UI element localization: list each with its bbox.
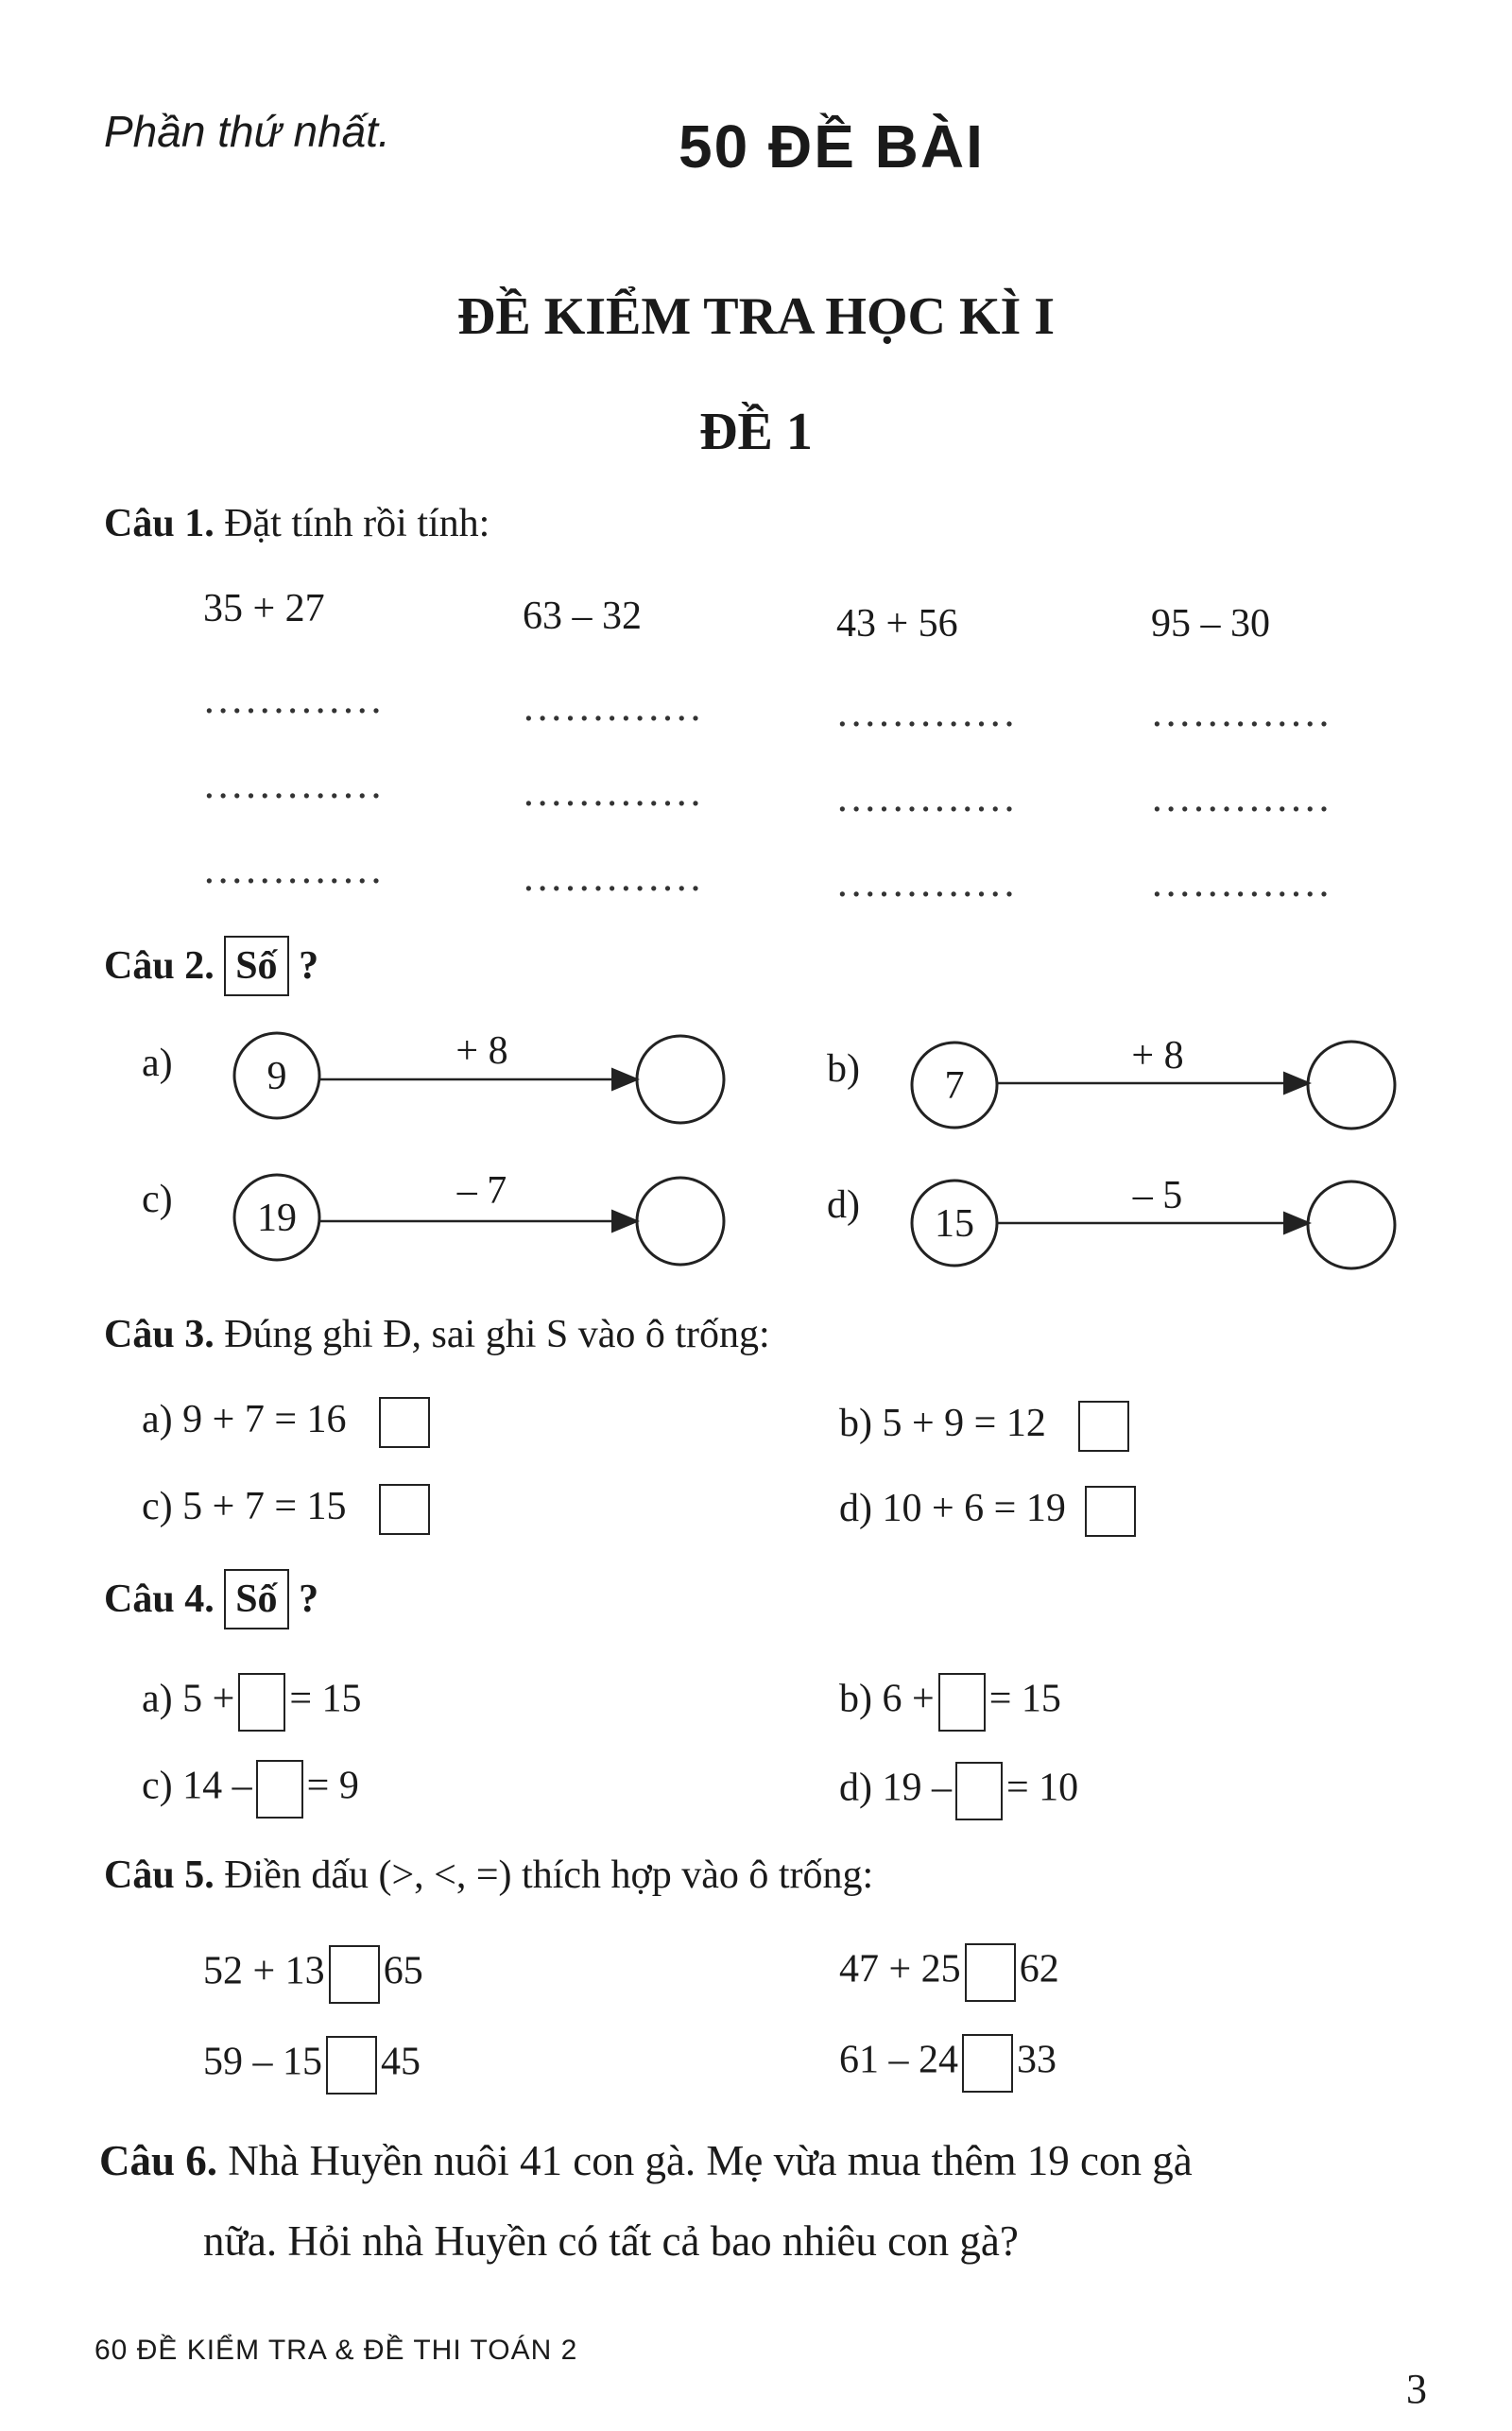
operation-label: + 8 bbox=[1131, 1034, 1184, 1078]
part-label: Phần thứ nhất. bbox=[104, 107, 390, 156]
question-1-text: Đặt tính rồi tính: bbox=[224, 502, 490, 545]
question-2-label: Câu 2. bbox=[104, 944, 215, 988]
start-number: 15 bbox=[935, 1202, 974, 1246]
exam-title: ĐỀ KIỂM TRA HỌC KÌ I bbox=[456, 287, 1056, 346]
expression: 5 + 7 = 15 bbox=[182, 1485, 347, 1528]
answer-circle[interactable] bbox=[1308, 1181, 1395, 1268]
question-3-text: Đúng ghi Đ, sai ghi S vào ô trống: bbox=[224, 1313, 770, 1356]
question-mark: ? bbox=[299, 1578, 319, 1621]
q1-blank-line: ............. bbox=[203, 849, 385, 892]
q4-item bbox=[142, 1673, 362, 1732]
expression: 9 + 7 = 16 bbox=[182, 1398, 347, 1441]
question-3-label: Câu 3. bbox=[104, 1313, 215, 1356]
page-number: 3 bbox=[1406, 2366, 1427, 2412]
expression-left: 6 + bbox=[882, 1677, 935, 1721]
expression-left: 59 – 15 bbox=[203, 2040, 322, 2084]
expression-right: = 9 bbox=[306, 1764, 359, 1808]
question-5-text: Điền dấu (>, <, =) thích hợp vào ô trống: bbox=[224, 1853, 874, 1897]
number-box-label: Số bbox=[224, 1569, 288, 1629]
answer-box[interactable] bbox=[938, 1673, 986, 1732]
q1-blank-line: ............. bbox=[1151, 692, 1332, 735]
q2-item-letter: c) bbox=[142, 1178, 173, 1221]
q2-item-letter: b) bbox=[827, 1047, 860, 1091]
expression-left: 47 + 25 bbox=[839, 1947, 961, 1991]
question-4-heading bbox=[104, 1569, 318, 1629]
comparison-box[interactable] bbox=[962, 2034, 1013, 2093]
question-5-heading bbox=[104, 1853, 873, 1898]
expression-right: = 15 bbox=[988, 1677, 1061, 1721]
question-6-line-2: nữa. Hỏi nhà Huyền có tất cả bao nhiêu con gà? bbox=[203, 2217, 1019, 2265]
q5-item bbox=[203, 1945, 423, 2004]
expression: 10 + 6 = 19 bbox=[882, 1487, 1066, 1530]
question-6-label: Câu 6. bbox=[99, 2137, 218, 2184]
q1-blank-line: ............. bbox=[203, 764, 385, 807]
q1-blank-line: ............. bbox=[1151, 862, 1332, 905]
expression-right: 65 bbox=[383, 1949, 423, 1993]
start-number: 19 bbox=[257, 1197, 297, 1240]
question-5-label: Câu 5. bbox=[104, 1853, 215, 1897]
expression-left: 5 + bbox=[182, 1677, 235, 1721]
answer-box[interactable] bbox=[238, 1673, 285, 1732]
q1-expression-1: 35 + 27 bbox=[203, 587, 325, 630]
expression-right: 33 bbox=[1017, 2038, 1057, 2082]
expression-right: = 10 bbox=[1006, 1766, 1079, 1810]
item-letter: d) bbox=[839, 1487, 872, 1530]
q1-expression-4: 95 – 30 bbox=[1151, 602, 1270, 646]
q3-item bbox=[839, 1401, 1129, 1452]
number-box-label: Số bbox=[224, 936, 288, 996]
start-number: 7 bbox=[944, 1064, 965, 1108]
answer-circle[interactable] bbox=[637, 1178, 724, 1265]
item-letter: d) bbox=[839, 1766, 872, 1810]
item-letter: a) bbox=[142, 1677, 173, 1721]
answer-circle[interactable] bbox=[637, 1036, 724, 1123]
question-6-line-1 bbox=[99, 2136, 1193, 2185]
comparison-box[interactable] bbox=[326, 2036, 377, 2095]
expression: 5 + 9 = 12 bbox=[882, 1402, 1046, 1445]
question-1-label: Câu 1. bbox=[104, 502, 215, 545]
item-letter: b) bbox=[839, 1677, 872, 1721]
q5-item bbox=[839, 1943, 1059, 2002]
q5-item bbox=[203, 2036, 421, 2095]
question-2-heading bbox=[104, 936, 318, 996]
q1-blank-line: ............. bbox=[523, 771, 704, 815]
q2-arrow-diagrams bbox=[0, 1002, 1512, 1285]
answer-box[interactable] bbox=[1085, 1486, 1136, 1537]
question-1-heading bbox=[104, 501, 490, 546]
q1-blank-line: ............. bbox=[836, 692, 1018, 735]
operation-label: – 7 bbox=[456, 1169, 507, 1213]
expression-right: 45 bbox=[381, 2040, 421, 2084]
comparison-box[interactable] bbox=[965, 1943, 1016, 2002]
comparison-box[interactable] bbox=[329, 1945, 380, 2004]
expression-right: 62 bbox=[1019, 1947, 1059, 1991]
item-letter: c) bbox=[142, 1764, 173, 1808]
answer-circle[interactable] bbox=[1308, 1042, 1395, 1129]
footer-book-title: 60 ĐỀ KIỂM TRA & ĐỀ THI TOÁN 2 bbox=[94, 2335, 578, 2366]
item-letter: b) bbox=[839, 1402, 872, 1445]
question-4-label: Câu 4. bbox=[104, 1578, 215, 1621]
operation-label: – 5 bbox=[1132, 1174, 1183, 1217]
question-3-heading bbox=[104, 1312, 770, 1357]
operation-label: + 8 bbox=[455, 1029, 508, 1073]
q1-expression-2: 63 – 32 bbox=[523, 595, 642, 638]
q1-blank-line: ............. bbox=[523, 686, 704, 730]
q3-item bbox=[142, 1484, 430, 1535]
answer-box[interactable] bbox=[256, 1760, 303, 1819]
page-heading: 50 ĐỀ BÀI bbox=[679, 112, 985, 181]
q3-item bbox=[839, 1486, 1136, 1537]
q4-item bbox=[839, 1762, 1078, 1820]
expression-left: 19 – bbox=[882, 1766, 952, 1810]
item-letter: a) bbox=[142, 1398, 173, 1441]
question-6-text: Nhà Huyền nuôi 41 con gà. Mẹ vừa mua thêm 19 con gà bbox=[228, 2137, 1193, 2184]
expression-right: = 15 bbox=[289, 1677, 362, 1721]
q4-item bbox=[839, 1673, 1061, 1732]
q2-item-letter: d) bbox=[827, 1183, 860, 1227]
answer-box[interactable] bbox=[1078, 1401, 1129, 1452]
question-mark: ? bbox=[299, 944, 319, 988]
item-letter: c) bbox=[142, 1485, 173, 1528]
exam-number: ĐỀ 1 bbox=[699, 403, 813, 461]
q4-item bbox=[142, 1760, 359, 1819]
q5-item bbox=[839, 2034, 1057, 2093]
expression-left: 52 + 13 bbox=[203, 1949, 325, 1993]
answer-box[interactable] bbox=[379, 1397, 430, 1448]
q1-blank-line: ............. bbox=[1151, 777, 1332, 820]
start-number: 9 bbox=[266, 1055, 287, 1098]
answer-box[interactable] bbox=[955, 1762, 1003, 1820]
q1-blank-line: ............. bbox=[523, 856, 704, 900]
q1-expression-3: 43 + 56 bbox=[836, 602, 958, 646]
expression-left: 14 – bbox=[182, 1764, 252, 1808]
q3-item bbox=[142, 1397, 430, 1448]
q1-blank-line: ............. bbox=[203, 679, 385, 722]
q1-blank-line: ............. bbox=[836, 862, 1018, 905]
expression-left: 61 – 24 bbox=[839, 2038, 958, 2082]
q1-blank-line: ............. bbox=[836, 777, 1018, 820]
q2-item-letter: a) bbox=[142, 1042, 173, 1085]
answer-box[interactable] bbox=[379, 1484, 430, 1535]
